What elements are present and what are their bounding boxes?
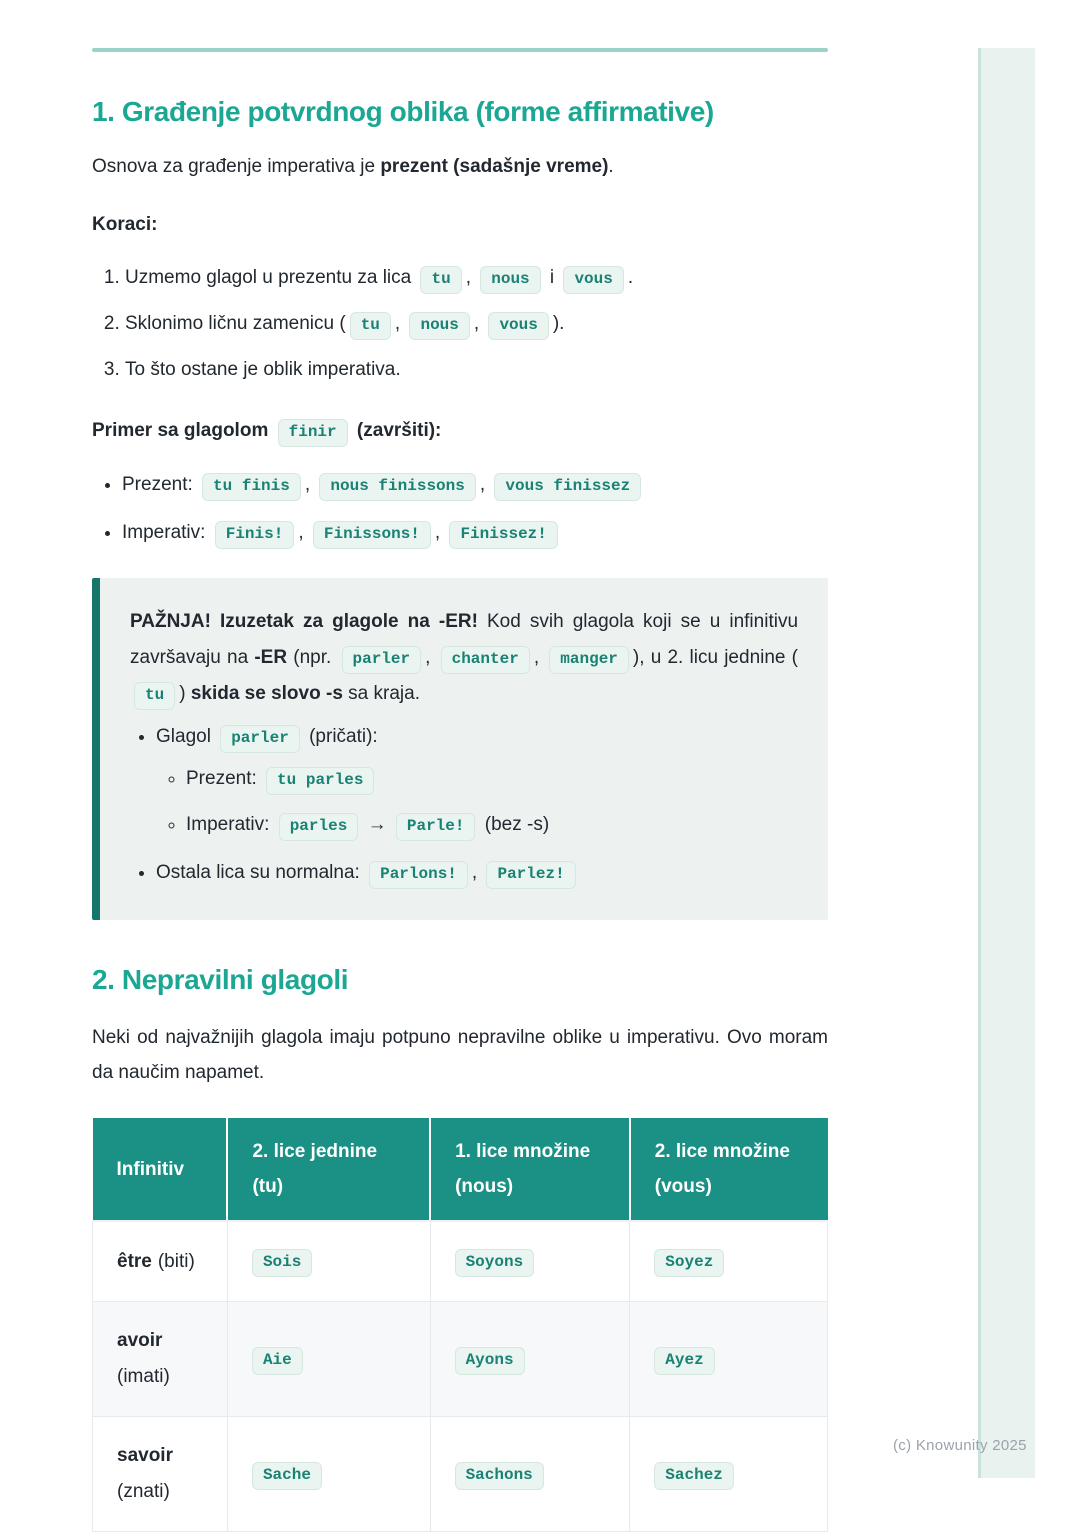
code-badge: Finissez! <box>449 521 557 549</box>
text-run: Ostala lica su normalna: <box>156 862 366 883</box>
text-run: (npr. <box>287 647 338 668</box>
callout-list <box>130 720 798 890</box>
text-run: , <box>465 267 477 288</box>
code-badge: Ayons <box>455 1347 525 1375</box>
text-run: → <box>362 814 392 835</box>
verb-name: avoir <box>117 1330 163 1351</box>
callout-sublist <box>156 762 798 842</box>
text-run: ). <box>552 313 565 334</box>
verb-name: être <box>117 1250 152 1272</box>
form-cell <box>630 1221 828 1302</box>
text-run: , <box>533 647 546 668</box>
section-2-title: 2. Nepravilni glagoli <box>92 964 349 995</box>
code-badge: Soyons <box>455 1249 535 1277</box>
text-run: Prezent: <box>186 768 263 789</box>
callout-sub-prezent <box>186 762 798 796</box>
callout-bullet-parler <box>156 720 798 842</box>
code-badge: parler <box>220 725 300 753</box>
example-item-imperativ <box>122 516 828 550</box>
example-lead <box>92 414 828 448</box>
text-run: Osnova za građenje imperativa je <box>92 156 381 177</box>
text-run: , <box>473 313 485 334</box>
verb-translation: (biti) <box>157 1250 195 1272</box>
step-item-3 <box>125 354 828 386</box>
bold-text: (završiti): <box>351 420 442 441</box>
top-divider-rule <box>92 48 828 52</box>
header-1-lice-mnozine: 1. lice množine (nous) <box>430 1118 630 1221</box>
code-badge: Parlons! <box>369 861 468 889</box>
bold-text: PAŽNJA! Izuzetak za glagole na -ER! <box>130 611 478 632</box>
code-badge: tu <box>134 682 175 710</box>
code-badge: Parlez! <box>486 861 575 889</box>
header-2-lice-mnozine: 2. lice množine (vous) <box>630 1118 828 1221</box>
text-run: Prezent: <box>122 474 199 495</box>
text-run: , <box>298 522 309 543</box>
bold-text: prezent (sadašnje vreme) <box>380 156 609 177</box>
code-badge: Sachez <box>654 1462 734 1490</box>
text-run: . <box>627 267 634 288</box>
form-cell <box>430 1302 630 1417</box>
section-2-paragraph <box>92 1020 828 1090</box>
verb-name: savoir <box>117 1445 173 1466</box>
steps-label: Koraci: <box>92 214 158 235</box>
code-badge: nous finissons <box>319 473 475 501</box>
table-row-savoir <box>93 1417 828 1532</box>
code-badge: tu finis <box>202 473 301 501</box>
text-run: , <box>471 862 483 883</box>
steps-list <box>92 262 828 386</box>
code-badge: finir <box>278 419 348 447</box>
code-badge: parler <box>342 646 422 674</box>
callout-sub-imperativ <box>186 808 798 842</box>
example-item-prezent <box>122 468 828 502</box>
text-run: . <box>608 156 614 177</box>
form-cell <box>227 1417 430 1532</box>
text-run: Imperativ: <box>186 814 275 835</box>
code-badge: parles <box>279 813 359 841</box>
text-run: Uzmemo glagol u prezentu za lica <box>125 267 417 288</box>
callout-paragraph <box>130 604 798 712</box>
callout-bullet-ostala <box>156 856 798 890</box>
table-header-row <box>93 1118 828 1221</box>
text-run: ) <box>179 683 191 704</box>
verb-translation: (imati) <box>117 1366 170 1387</box>
bold-text: Primer sa glagolom <box>92 420 274 441</box>
warning-callout <box>92 578 828 920</box>
text-run: , <box>479 474 491 495</box>
code-badge: Finis! <box>215 521 295 549</box>
form-cell <box>227 1221 430 1302</box>
table-row-etre <box>93 1221 828 1302</box>
section-1-intro <box>92 152 828 182</box>
form-cell <box>227 1302 430 1417</box>
text-run: i <box>544 267 560 288</box>
code-badge: Soyez <box>654 1249 724 1277</box>
page-side-strip <box>978 48 1035 1478</box>
code-badge: tu <box>350 312 391 340</box>
text-run: Sklonimo ličnu zamenicu ( <box>125 313 346 334</box>
header-2-lice-jednine: 2. lice jednine (tu) <box>227 1118 430 1221</box>
text-run: Kod svih glagola koji se u infinitivu završavaju na <box>130 611 799 668</box>
code-badge: tu <box>420 266 461 294</box>
step-item-2 <box>125 308 828 340</box>
verb-cell-etre <box>93 1221 228 1302</box>
text-run: (bez -s) <box>479 814 550 835</box>
document-content <box>92 0 828 1532</box>
text-run: sa kraja. <box>342 683 420 704</box>
text-run: , <box>425 647 437 668</box>
verb-translation: (znati) <box>117 1481 170 1502</box>
code-badge: nous <box>409 312 469 340</box>
code-badge: Aie <box>252 1347 303 1375</box>
watermark-text: (c) Knowunity 2025 <box>893 1437 1027 1454</box>
form-cell <box>630 1417 828 1532</box>
form-cell <box>430 1221 630 1302</box>
code-badge: vous <box>563 266 623 294</box>
bold-text: skida se slovo -s <box>190 683 343 704</box>
code-badge: Sachons <box>455 1462 544 1490</box>
form-cell <box>630 1302 828 1417</box>
verb-cell-avoir <box>93 1302 228 1417</box>
code-badge: Sache <box>252 1462 322 1490</box>
code-badge: nous <box>480 266 540 294</box>
code-badge: Sois <box>252 1249 312 1277</box>
section-1-title: 1. Građenje potvrdnog oblika (forme affirmative) <box>92 96 714 127</box>
code-badge: tu parles <box>266 767 374 795</box>
code-badge: vous finissez <box>494 473 641 501</box>
text-run: , <box>304 474 316 495</box>
text-run: , <box>394 313 406 334</box>
text-run: Imperativ: <box>122 522 211 543</box>
header-infinitiv: Infinitiv <box>93 1118 228 1221</box>
step-item-1 <box>125 262 828 294</box>
text-run: ), u 2. licu jednine ( <box>632 647 799 668</box>
text-run: Glagol <box>156 726 217 747</box>
text-run: To što ostane je oblik imperativa. <box>125 359 401 380</box>
code-badge: Parle! <box>396 813 476 841</box>
code-badge: manger <box>549 646 629 674</box>
bold-text: -ER <box>254 647 288 668</box>
table-row-avoir <box>93 1302 828 1417</box>
code-badge: Finissons! <box>313 521 431 549</box>
example-list <box>92 468 828 550</box>
form-cell <box>430 1417 630 1532</box>
verb-cell-savoir <box>93 1417 228 1532</box>
text-run: (pričati): <box>303 726 378 747</box>
text-run: Neki od najvažnijih glagola imaju potpuno nepravilne oblike u imperativu. Ovo moram da naučim napamet. <box>92 1027 828 1083</box>
irregular-verbs-table <box>92 1118 828 1532</box>
code-badge: chanter <box>441 646 530 674</box>
callout-bullet-parler-text <box>156 726 378 747</box>
text-run: , <box>434 522 446 543</box>
code-badge: Ayez <box>654 1347 714 1375</box>
code-badge: vous <box>488 312 548 340</box>
